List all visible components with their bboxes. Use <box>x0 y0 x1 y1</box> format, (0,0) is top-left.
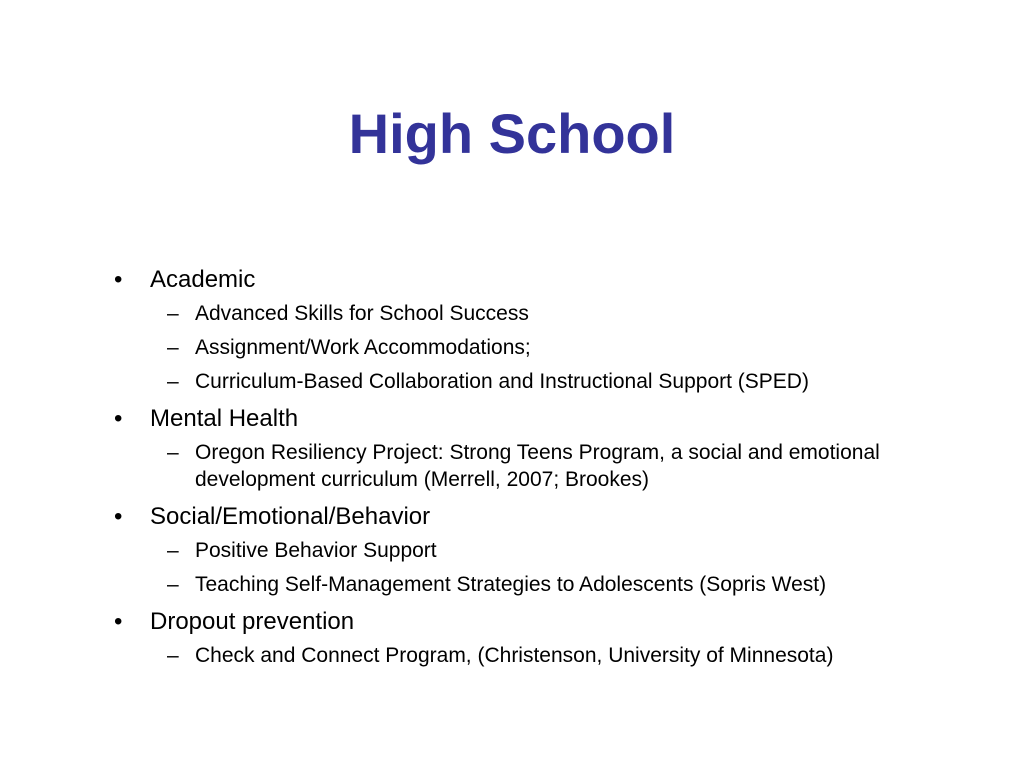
slide-body <box>110 263 930 676</box>
bullet-icon: • <box>114 266 123 293</box>
sub-list <box>150 537 930 598</box>
slide-title: High School <box>348 102 676 165</box>
sub-item <box>110 334 930 361</box>
bullet-item-dropout-prevention <box>110 605 930 669</box>
dash-icon: – <box>167 441 179 464</box>
bullet-icon: • <box>114 503 123 530</box>
bullet-item-social-emotional-behavior <box>110 500 930 598</box>
dash-icon: – <box>167 573 179 596</box>
sub-list <box>150 642 930 669</box>
dash-icon: – <box>167 370 179 393</box>
sub-item <box>110 537 930 564</box>
sub-item-text: Positive Behavior Support <box>195 539 437 562</box>
sub-item <box>110 439 930 493</box>
sub-item-text: Assignment/Work Accommodations; <box>195 336 531 359</box>
bullet-label: Dropout prevention <box>150 608 355 635</box>
sub-item <box>110 368 930 395</box>
dash-icon: – <box>167 539 179 562</box>
sub-list <box>150 439 930 493</box>
bullet-icon: • <box>114 608 123 635</box>
dash-icon: – <box>167 336 179 359</box>
sub-item-text: Advanced Skills for School Success <box>195 302 529 325</box>
bullet-item-academic <box>110 263 930 395</box>
sub-item <box>110 642 930 669</box>
dash-icon: – <box>167 302 179 325</box>
bullet-label: Mental Health <box>150 405 299 432</box>
bullet-item-mental-health <box>110 402 930 493</box>
sub-item <box>110 300 930 327</box>
dash-icon: – <box>167 644 179 667</box>
sub-item-text: Teaching Self-Management Strategies to Adolescents (Sopris West) <box>195 573 827 596</box>
bullet-icon: • <box>114 405 123 432</box>
sub-item-text: Curriculum-Based Collaboration and Instructional Support (SPED) <box>195 370 809 393</box>
bullet-label: Social/Emotional/Behavior <box>150 503 431 530</box>
sub-item <box>110 571 930 598</box>
sub-list <box>150 300 930 395</box>
bullet-label: Academic <box>150 266 256 293</box>
sub-item-text: Oregon Resiliency Project: Strong Teens Program, a social and emotional development curriculum (Merrell, 2007; Brookes) <box>195 441 880 491</box>
sub-item-text: Check and Connect Program, (Christenson, University of Minnesota) <box>195 644 834 667</box>
